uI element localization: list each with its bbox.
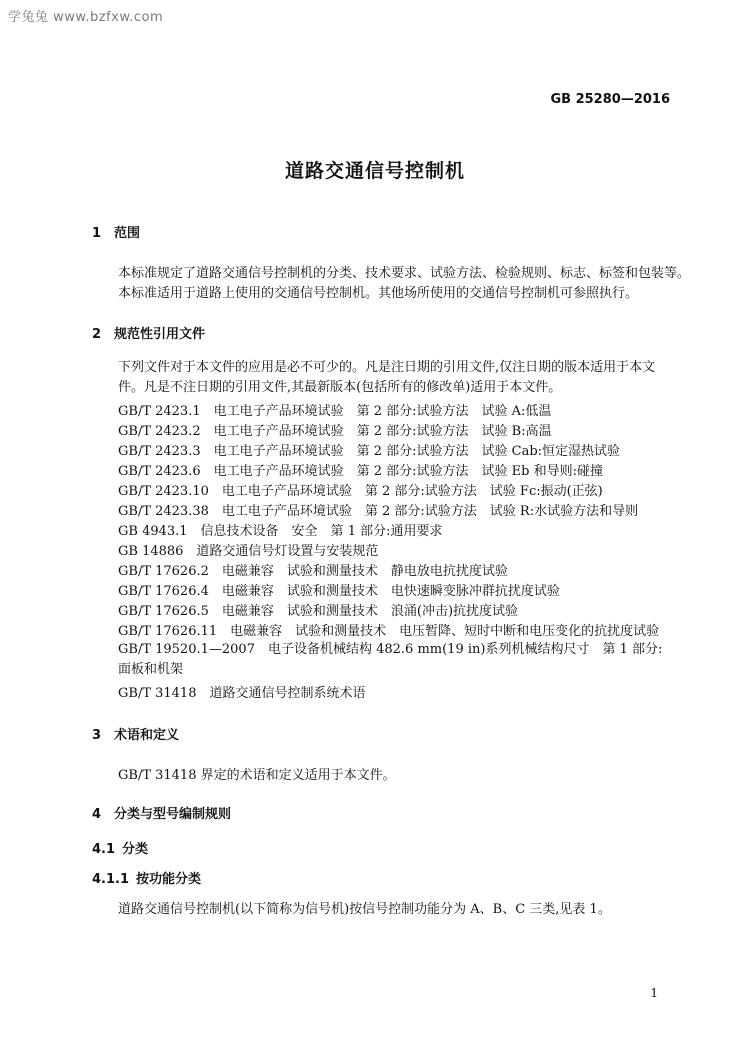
document-title: 道路交通信号控制机 [284, 160, 465, 182]
subsection-title: 按功能分类 [136, 872, 202, 887]
section-3-heading [92, 724, 179, 743]
reference-item: GB/T 17626.5 电磁兼容 试验和测量技术 浪涌(冲击)抗扰度试验 [118, 604, 519, 619]
subsection-title: 分类 [122, 842, 149, 857]
subsection-number: 4.1.1 [92, 872, 130, 887]
reference-item: GB 14886 道路交通信号灯设置与安装规范 [118, 544, 379, 559]
classification-paragraph: 道路交通信号控制机(以下简称为信号机)按信号控制功能分为 A、B、C 三类,见表 1。 [118, 902, 611, 917]
reference-item: GB/T 2423.1 电工电子产品环境试验 第 2 部分:试验方法 试验 A:低温 [118, 404, 552, 419]
reference-item: GB/T 2423.10 电工电子产品环境试验 第 2 部分:试验方法 试验 Fc:振动(正弦) [118, 484, 603, 499]
reference-item: GB/T 17626.4 电磁兼容 试验和测量技术 电快速瞬变脉冲群抗扰度试验 [118, 584, 560, 599]
reference-item: GB/T 17626.11 电磁兼容 试验和测量技术 电压暂降、短时中断和电压变化的抗扰度试验 [118, 624, 660, 639]
standard-code: GB 25280—2016 [550, 92, 670, 107]
scope-paragraph: 本标准适用于道路上使用的交通信号控制机。其他场所使用的交通信号控制机可参照执行。 [118, 286, 639, 301]
section-number: 1 [92, 226, 102, 241]
section-2-heading [92, 323, 205, 342]
subsection-4-1-1-heading [92, 868, 201, 887]
section-title: 范围 [114, 226, 141, 241]
section-number: 4 [92, 807, 102, 822]
scope-paragraph: 本标准规定了道路交通信号控制机的分类、技术要求、试验方法、检验规则、标志、标签和包装等。 [118, 266, 691, 281]
section-number: 2 [92, 327, 102, 342]
references-intro [92, 358, 660, 398]
section-1-heading [92, 222, 140, 241]
section-4-heading [92, 803, 231, 822]
page-number: 1 [650, 986, 658, 1000]
subsection-number: 4.1 [92, 842, 116, 857]
section-title: 术语和定义 [114, 728, 180, 743]
reference-item: GB 4943.1 信息技术设备 安全 第 1 部分:通用要求 [118, 524, 443, 539]
reference-item: GB/T 2423.3 电工电子产品环境试验 第 2 部分:试验方法 试验 Cab:恒定湿热试验 [118, 444, 621, 459]
reference-item: GB/T 2423.2 电工电子产品环境试验 第 2 部分:试验方法 试验 B:高温 [118, 424, 552, 439]
section-title: 规范性引用文件 [114, 327, 206, 342]
terms-paragraph: GB/T 31418 界定的术语和定义适用于本文件。 [118, 768, 396, 783]
reference-item: GB/T 2423.6 电工电子产品环境试验 第 2 部分:试验方法 试验 Eb 和导则:碰撞 [118, 464, 603, 479]
intro-text: 下列文件对于本文件的应用是必不可少的。凡是注日期的引用文件,仅注日期的版本适用于本文件。凡是不注日期的引用文件,其最新版本(包括所有的修改单)适用于本文件。 [118, 360, 656, 395]
reference-item: GB/T 2423.38 电工电子产品环境试验 第 2 部分:试验方法 试验 R:水试验方法和导则 [118, 504, 639, 519]
section-number: 3 [92, 728, 102, 743]
reference-item: GB/T 17626.2 电磁兼容 试验和测量技术 静电放电抗扰度试验 [118, 564, 508, 579]
watermark: 学兔兔 www.bzfxw.com [8, 10, 164, 25]
section-title: 分类与型号编制规则 [114, 807, 232, 822]
reference-text: GB/T 19520.1—2007 电子设备机械结构 482.6 mm(19 in)系列机械结构尺寸 第 1 部分:面板和机架 [118, 642, 663, 677]
reference-item: GB/T 31418 道路交通信号控制系统术语 [118, 686, 366, 701]
reference-item-wrapped [92, 640, 666, 680]
subsection-4-1-heading [92, 838, 148, 857]
